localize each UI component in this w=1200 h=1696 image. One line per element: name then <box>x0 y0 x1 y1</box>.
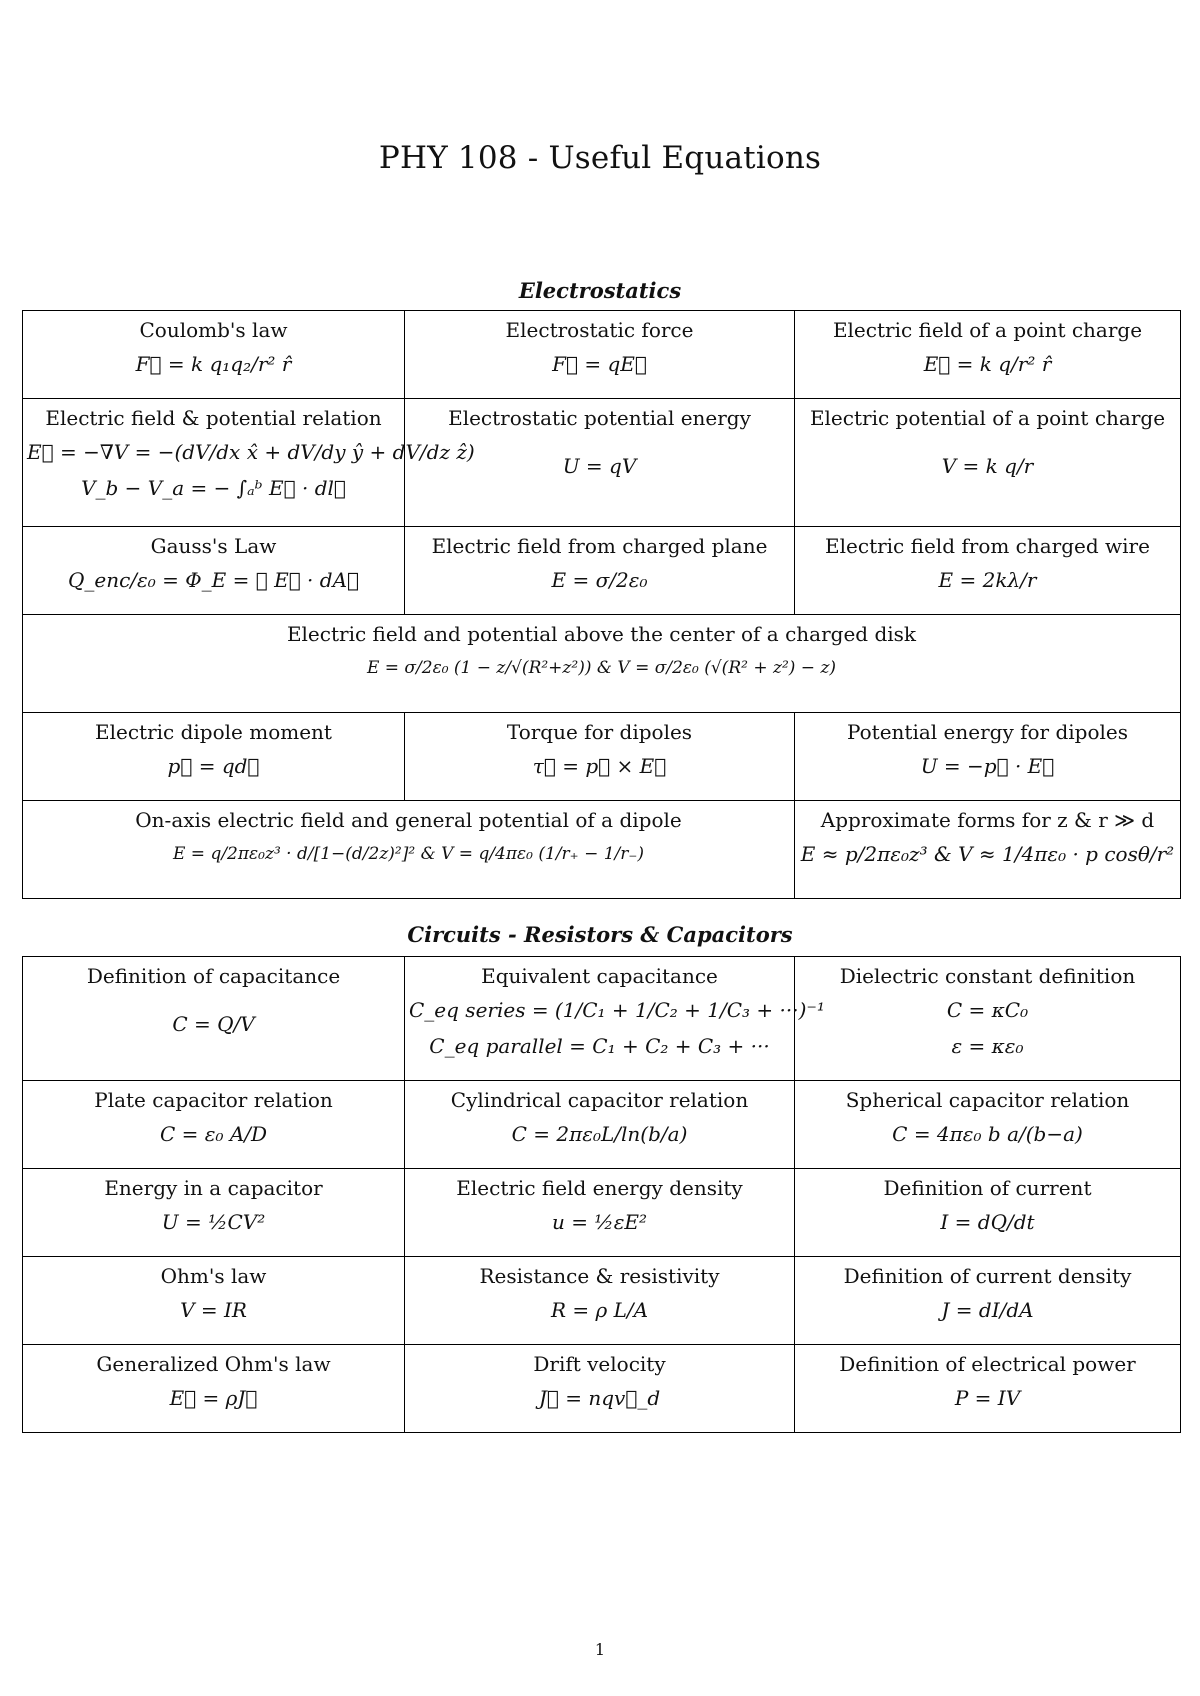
equation-formula: V = k q/r <box>941 454 1034 478</box>
equation-label: Dielectric constant definition <box>839 964 1136 988</box>
equation-cell <box>795 311 1181 399</box>
equation-cell <box>405 957 825 1081</box>
equation-label: Gauss's Law <box>150 534 277 558</box>
equation-cell <box>23 311 405 399</box>
equation-label: Plate capacitor relation <box>94 1088 333 1112</box>
equation-cell <box>23 1257 405 1345</box>
equation-cell <box>795 713 1181 801</box>
equation-formula: C = ε₀ A/D <box>159 1122 268 1146</box>
equation-label: Electrostatic potential energy <box>448 406 751 430</box>
section-heading-electrostatics: Electrostatics <box>518 278 682 303</box>
equation-cell <box>23 1169 405 1257</box>
equation-cell <box>405 1257 795 1345</box>
equation-label: Potential energy for dipoles <box>846 720 1129 744</box>
equation-formula: E = σ/2ε₀ <box>551 568 648 592</box>
equation-formula: E⃗ = k q/r² r̂ <box>923 352 1052 376</box>
equation-formula: U = qV <box>562 454 637 478</box>
equation-cell <box>795 1169 1181 1257</box>
equation-row <box>23 801 1181 899</box>
equation-label: Electric field from charged plane <box>431 534 768 558</box>
equation-cell <box>23 713 405 801</box>
equation-label: Torque for dipoles <box>506 720 693 744</box>
equation-cell <box>23 615 1181 713</box>
equation-cell <box>23 527 405 615</box>
equation-label: Coulomb's law <box>139 318 288 342</box>
section-heading-circuits: Circuits - Resistors & Capacitors <box>407 922 793 947</box>
equation-formula: p⃗ = qd⃗ <box>167 754 260 778</box>
equation-cell <box>405 311 795 399</box>
equation-row <box>23 1081 1181 1169</box>
equation-formula: ε = κε₀ <box>951 1034 1024 1058</box>
equation-cell <box>405 713 795 801</box>
equation-formula: V = IR <box>180 1298 247 1322</box>
equation-cell <box>405 1081 795 1169</box>
equation-label: Ohm's law <box>160 1264 267 1288</box>
equation-cell <box>795 527 1181 615</box>
equation-label: Electric potential of a point charge <box>809 406 1166 430</box>
equation-formula: U = ½CV² <box>161 1210 266 1234</box>
equation-row <box>23 1169 1181 1257</box>
equation-label: Definition of current <box>883 1176 1092 1200</box>
equation-cell <box>795 1257 1181 1345</box>
equation-formula: I = dQ/dt <box>940 1210 1035 1234</box>
equation-cell <box>795 399 1181 527</box>
equation-label: Cylindrical capacitor relation <box>450 1088 749 1112</box>
equation-label: Energy in a capacitor <box>104 1176 323 1200</box>
equation-formula: E⃗ = ρJ⃗ <box>169 1386 258 1410</box>
equation-formula: u = ½εE² <box>551 1210 648 1234</box>
equation-cell <box>405 527 795 615</box>
equation-label: Drift velocity <box>533 1352 666 1376</box>
equation-cell <box>23 957 405 1081</box>
equation-label: Generalized Ohm's law <box>96 1352 331 1376</box>
equation-label: Electric field & potential relation <box>45 406 382 430</box>
equation-label: Equivalent capacitance <box>481 964 718 988</box>
equation-label: Electric field and potential above the center of a charged disk <box>286 622 917 646</box>
equation-formula: C = 4πε₀ b a/(b−a) <box>892 1122 1083 1146</box>
equation-cell <box>795 1345 1181 1433</box>
equation-cell <box>23 399 475 527</box>
equation-formula: C = 2πε₀L/ln(b/a) <box>511 1122 688 1146</box>
equation-formula: E = q/2πε₀z³ · d/[1−(d/2z)²]² & V = q/4πε₀ (1/r₊ − 1/r₋) <box>172 844 644 864</box>
page-number: 1 <box>594 1640 606 1659</box>
equation-formula: R = ρ L/A <box>550 1298 649 1322</box>
equation-cell <box>795 801 1181 899</box>
equation-label: Approximate forms for z & r ≫ d <box>820 808 1155 832</box>
equation-label: Electric field of a point charge <box>832 318 1143 342</box>
equation-cell <box>405 1169 795 1257</box>
equation-formula: J = dI/dA <box>941 1298 1034 1322</box>
equation-row <box>23 1345 1181 1433</box>
equation-formula: E⃗ = −∇V = −(dV/dx x̂ + dV/dy ŷ + dV/dz ẑ) <box>27 440 475 464</box>
equation-formula: Q_enc/ε₀ = Φ_E = ∮ E⃗ · dA⃗ <box>67 568 360 592</box>
equation-formula: J⃗ = nqv⃗_d <box>538 1386 661 1410</box>
equation-cell <box>23 1345 405 1433</box>
equation-formula: C = Q/V <box>172 1012 255 1036</box>
equation-cell <box>23 1081 405 1169</box>
equation-label: Definition of capacitance <box>86 964 341 988</box>
equation-formula: E = 2kλ/r <box>938 568 1037 592</box>
equation-row <box>23 1257 1181 1345</box>
equation-formula: C_eq parallel = C₁ + C₂ + C₃ + ··· <box>429 1034 770 1058</box>
equation-row <box>23 957 1181 1081</box>
equation-cell <box>795 957 1181 1081</box>
equation-row <box>23 527 1181 615</box>
equation-label: Resistance & resistivity <box>479 1264 720 1288</box>
electrostatics-table <box>22 310 1181 899</box>
equation-formula: U = −p⃗ · E⃗ <box>920 754 1055 778</box>
equation-formula: C_eq series = (1/C₁ + 1/C₂ + 1/C₃ + ···)⁻¹ <box>409 998 825 1022</box>
equation-label: Electric field from charged wire <box>825 534 1150 558</box>
equation-row <box>23 713 1181 801</box>
equation-formula: τ⃗ = p⃗ × E⃗ <box>532 754 667 778</box>
equation-label: Spherical capacitor relation <box>845 1088 1130 1112</box>
circuits-table <box>22 956 1181 1433</box>
equation-formula: P = IV <box>954 1386 1021 1410</box>
document-title: PHY 108 - Useful Equations <box>378 140 822 176</box>
equation-label: On-axis electric field and general potential of a dipole <box>135 808 682 832</box>
equation-label: Electric dipole moment <box>95 720 332 744</box>
equation-label: Definition of electrical power <box>839 1352 1136 1376</box>
equation-row <box>23 311 1181 399</box>
equation-row <box>23 615 1181 713</box>
equation-formula: E ≈ p/2πε₀z³ & V ≈ 1/4πε₀ · p cosθ/r² <box>800 842 1175 866</box>
equation-formula: V_b − V_a = − ∫ₐᵇ E⃗ · dl⃗ <box>81 476 346 500</box>
equation-cell <box>405 1345 795 1433</box>
equation-row <box>23 399 1181 527</box>
equation-formula: F⃗ = k q₁q₂/r² r̂ <box>135 352 292 376</box>
equation-label: Electrostatic force <box>505 318 694 342</box>
equation-label: Electric field energy density <box>456 1176 743 1200</box>
equation-formula: F⃗ = qE⃗ <box>552 352 647 376</box>
equation-formula: E = σ/2ε₀ (1 − z/√(R²+z²)) & V = σ/2ε₀ (√(R² + z²) − z) <box>366 658 837 678</box>
equation-formula: C = κC₀ <box>946 998 1029 1022</box>
equation-cell <box>795 1081 1181 1169</box>
equation-cell <box>23 801 795 899</box>
equation-label: Definition of current density <box>843 1264 1132 1288</box>
